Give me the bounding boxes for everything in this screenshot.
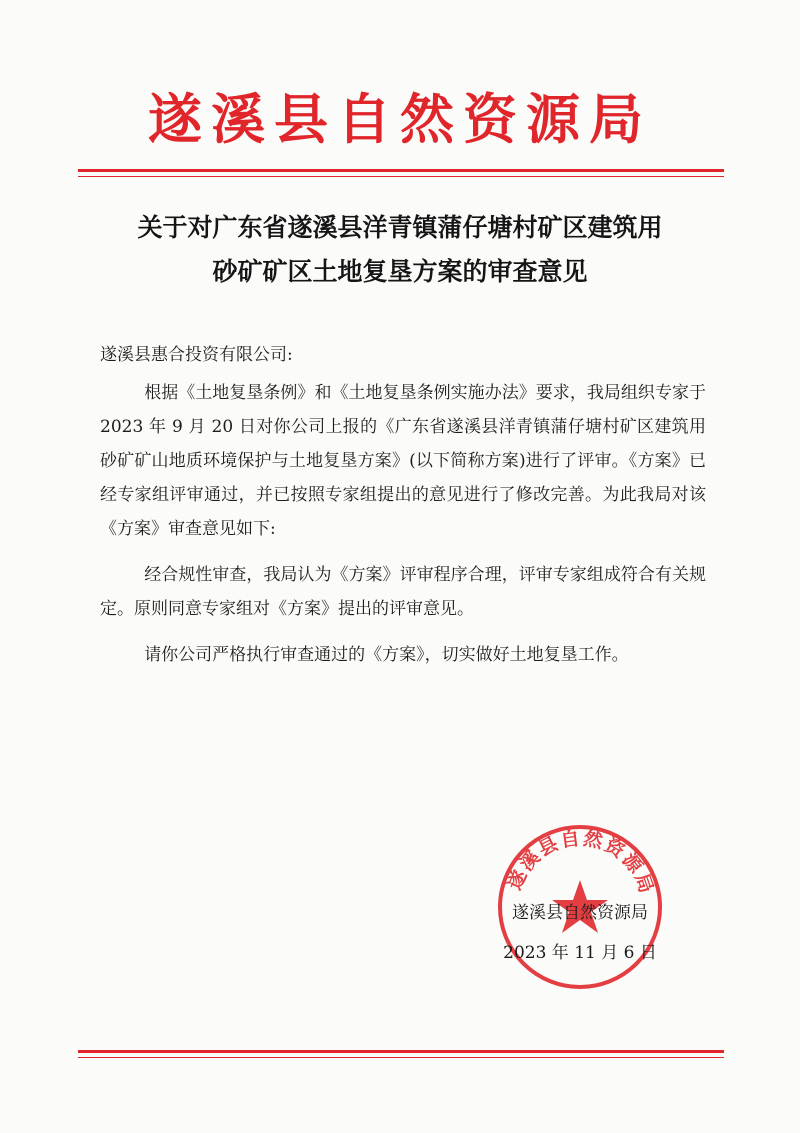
issuer-name: 遂溪县自然资源局 xyxy=(512,903,648,923)
agency-masthead: 遂溪县自然资源局 xyxy=(148,87,652,151)
paragraph-2: 经合规性审查，我局认为《方案》评审程序合理，评审专家组成符合有关规定。原则同意专家组对《方案》提出的评审意见。 xyxy=(100,565,706,619)
title-line-2: 砂矿矿区土地复垦方案的审查意见 xyxy=(212,257,588,286)
signature-block xyxy=(470,893,690,973)
document-body xyxy=(100,338,706,672)
issue-date: 2023 年 11 月 6 日 xyxy=(503,943,657,963)
footer-rule-thick xyxy=(78,1050,724,1053)
paragraph-1: 根据《土地复垦条例》和《土地复垦条例实施办法》要求，我局组织专家于 2023 年 9 月 20 日对你公司上报的《广东省遂溪县洋青镇蒲仔塘村矿区建筑用砂矿矿山地质环境保护与土地复垦方案》(以下简称方案)进行了评审。《方案》已经专家组评审通过，并已按照专家组提出的意见进行了修改完善。为此我局对该《方案》审查意见如下: xyxy=(100,383,706,539)
paragraph-3: 请你公司严格执行审查通过的《方案》，切实做好土地复垦工作。 xyxy=(144,645,629,665)
title-line-1: 关于对广东省遂溪县洋青镇蒲仔塘村矿区建筑用 xyxy=(137,213,663,242)
salutation: 遂溪县惠合投资有限公司: xyxy=(100,345,293,365)
header-rule-thin xyxy=(78,176,724,177)
document-title xyxy=(80,206,720,294)
footer-rule-thin xyxy=(78,1057,724,1058)
seal-text: 遂溪县自然资源局 xyxy=(503,827,658,898)
header-rule-thick xyxy=(78,169,724,172)
